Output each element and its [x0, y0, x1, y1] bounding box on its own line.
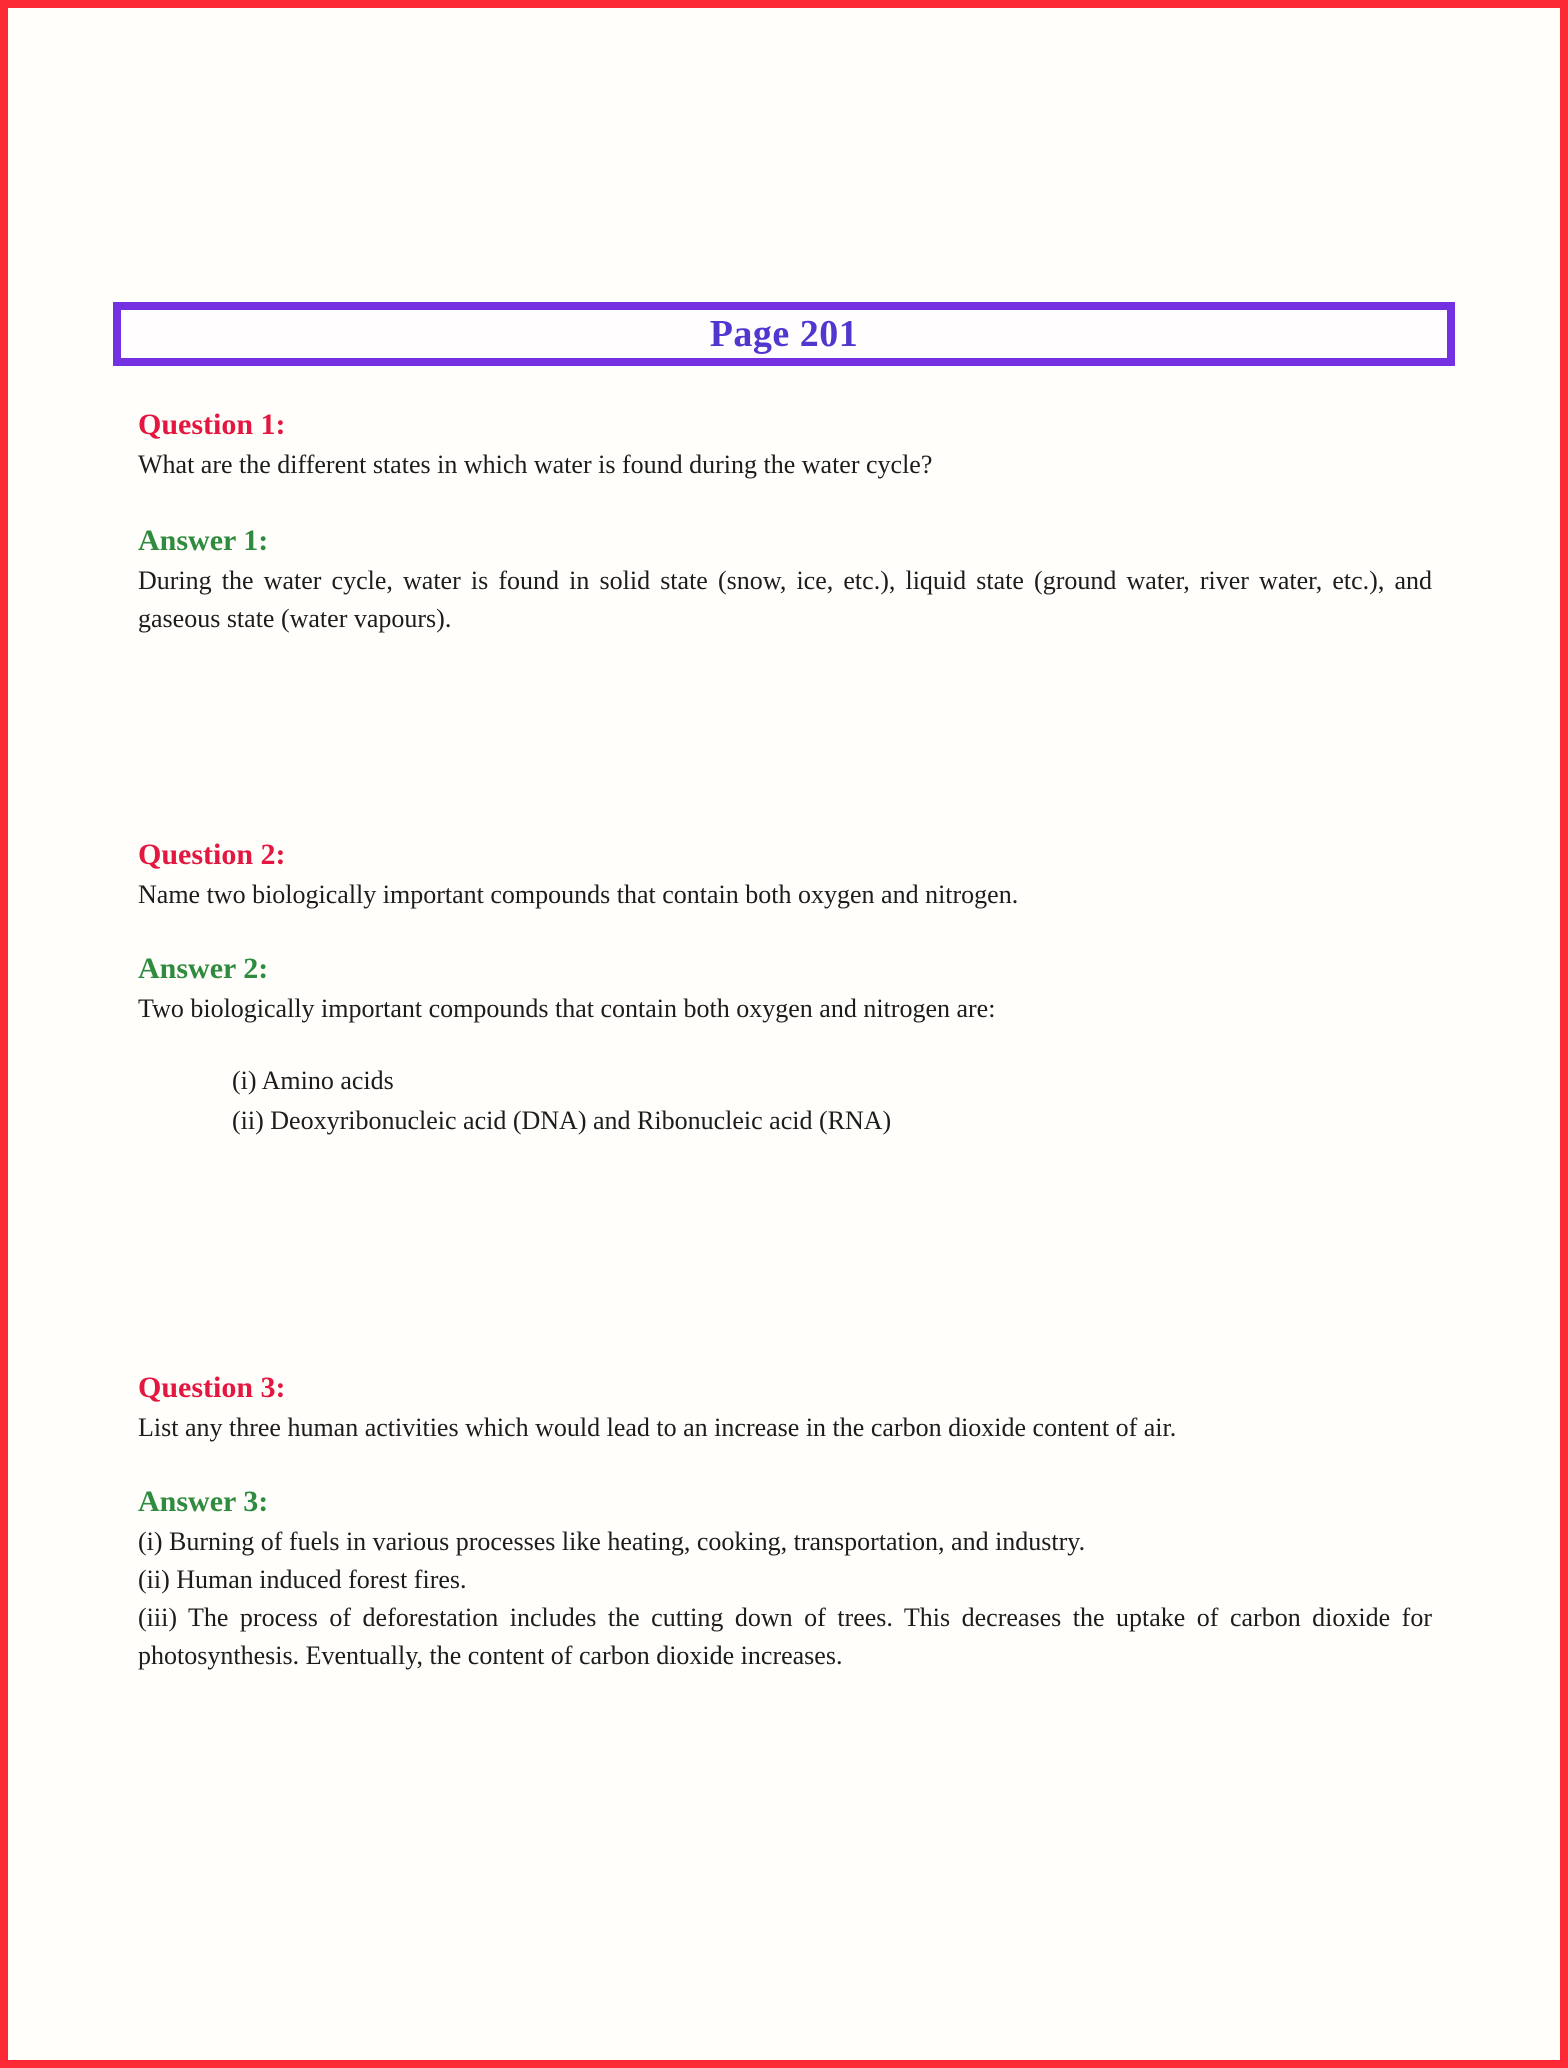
answer-2-label: Answer 2:: [138, 952, 269, 985]
answer-3-point-3: (iii) The process of deforestation includes the cutting down of trees. This decreases the uptake of carbon dioxide for photosynthesis. Eventually, the content of carbon dioxide increases.: [138, 1603, 1432, 1670]
qa-section-3: [138, 1367, 1432, 1675]
question-3-text: List any three human activities which would lead to an increase in the carbon dioxide content of air.: [138, 1413, 1177, 1442]
answer-3-point-2: (ii) Human induced forest fires.: [138, 1565, 467, 1594]
answer-3-label: Answer 3:: [138, 1485, 269, 1518]
page-title: Page 201: [709, 313, 859, 355]
question-2-text: Name two biologically important compounds that contain both oxygen and nitrogen.: [138, 880, 1019, 909]
page-header-box: [113, 302, 1455, 366]
question-3-label: Question 3:: [138, 1371, 286, 1404]
answer-1-label: Answer 1:: [138, 524, 269, 557]
qa-section-1: [138, 404, 1432, 638]
question-1-label: Question 1:: [138, 408, 286, 441]
answer-2-item-1: (i) Amino acids: [232, 1066, 394, 1095]
answer-2-item-list: [138, 1061, 1432, 1141]
question-2-label: Question 2:: [138, 838, 286, 871]
question-1-text: What are the different states in which water is found during the water cycle?: [138, 450, 933, 479]
answer-1-text: During the water cycle, water is found in solid state (snow, ice, etc.), liquid state (ground water, river water, etc.), and gaseous state (water vapours).: [138, 566, 1432, 633]
answer-2-item-2: (ii) Deoxyribonucleic acid (DNA) and Ribonucleic acid (RNA): [232, 1106, 892, 1135]
qa-section-2: [138, 834, 1432, 1141]
answer-3-point-1: (i) Burning of fuels in various processes like heating, cooking, transportation, and industry.: [138, 1527, 1086, 1556]
answer-2-intro-text: Two biologically important compounds that contain both oxygen and nitrogen are:: [138, 994, 996, 1023]
content-area: [138, 404, 1432, 1675]
